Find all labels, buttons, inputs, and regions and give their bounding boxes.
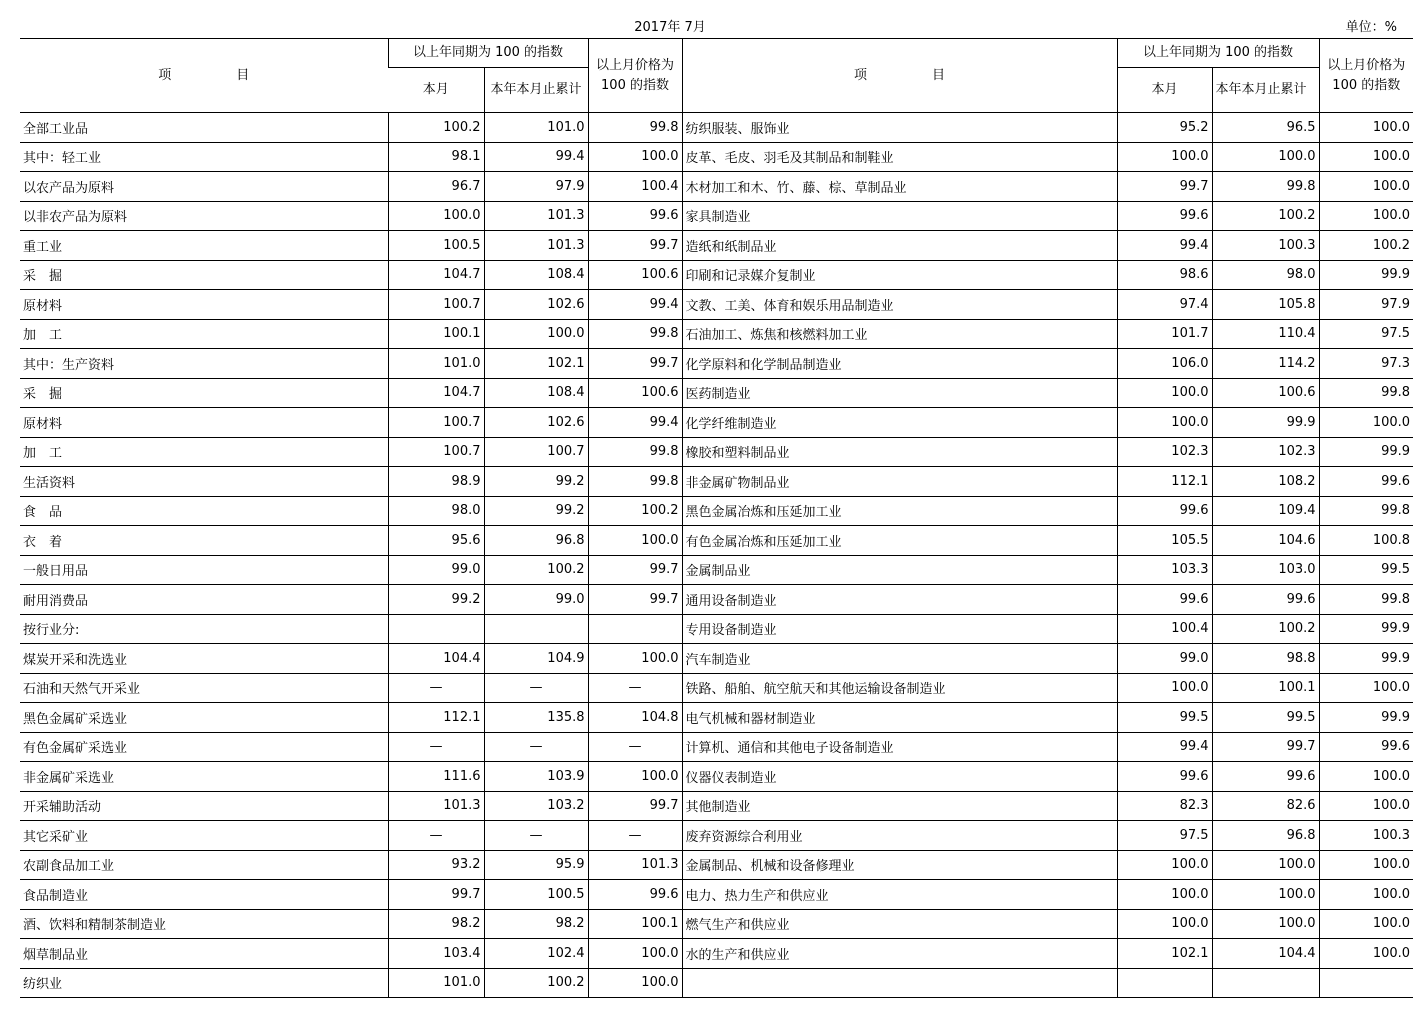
this-month-left: 111.6 — [388, 762, 484, 792]
ytd-right: 96.8 — [1212, 821, 1319, 851]
row-label-right: 印刷和记录媒介复制业 — [682, 260, 1117, 290]
this-month-right: 102.3 — [1117, 437, 1212, 467]
table-row — [20, 614, 1413, 644]
ytd-right: 99.6 — [1212, 762, 1319, 792]
mom-left: 100.0 — [588, 142, 682, 172]
ytd-right: 98.0 — [1212, 260, 1319, 290]
row-label-left: 其中：轻工业 — [20, 142, 388, 172]
mom-right: 99.9 — [1319, 614, 1413, 644]
mom-right: 100.3 — [1319, 821, 1413, 851]
this-month-right: 98.6 — [1117, 260, 1212, 290]
row-label-right: 计算机、通信和其他电子设备制造业 — [682, 732, 1117, 762]
this-month-left: 99.0 — [388, 555, 484, 585]
mom-right: 100.2 — [1319, 231, 1413, 261]
table-body — [20, 113, 1413, 998]
table-row — [20, 762, 1413, 792]
table-row — [20, 821, 1413, 851]
row-label-right: 专用设备制造业 — [682, 614, 1117, 644]
ytd-right: 100.0 — [1212, 909, 1319, 939]
this-month-right: 100.0 — [1117, 850, 1212, 880]
mom-right: 100.0 — [1319, 142, 1413, 172]
ytd-right: 114.2 — [1212, 349, 1319, 379]
this-month-left: 104.7 — [388, 260, 484, 290]
mom-right: 97.3 — [1319, 349, 1413, 379]
table-row — [20, 496, 1413, 526]
mom-right: 99.6 — [1319, 467, 1413, 497]
header-mom-right: 以上月价格为 100 的指数 — [1319, 39, 1413, 113]
ytd-left: 97.9 — [484, 172, 588, 202]
this-month-right: 99.4 — [1117, 231, 1212, 261]
table-row — [20, 467, 1413, 497]
mom-right: 100.0 — [1319, 850, 1413, 880]
row-label-right: 文教、工美、体育和娱乐用品制造业 — [682, 290, 1117, 320]
row-label-right: 仪器仪表制造业 — [682, 762, 1117, 792]
row-label-left: 一般日用品 — [20, 555, 388, 585]
mom-right: 97.9 — [1319, 290, 1413, 320]
ytd-right: 100.0 — [1212, 142, 1319, 172]
this-month-right: 99.4 — [1117, 732, 1212, 762]
mom-left: 99.4 — [588, 290, 682, 320]
row-label-left: 生活资料 — [20, 467, 388, 497]
row-label-right: 金属制品、机械和设备修理业 — [682, 850, 1117, 880]
table-row — [20, 791, 1413, 821]
mom-right: 100.0 — [1319, 939, 1413, 969]
row-label-right: 非金属矿物制品业 — [682, 467, 1117, 497]
ytd-left: 101.3 — [484, 231, 588, 261]
row-label-right: 化学原料和化学制品制造业 — [682, 349, 1117, 379]
this-month-right: 82.3 — [1117, 791, 1212, 821]
row-label-left: 加 工 — [20, 319, 388, 349]
mom-left: 100.0 — [588, 644, 682, 674]
row-label-right: 化学纤维制造业 — [682, 408, 1117, 438]
mom-left: 99.8 — [588, 113, 682, 143]
table-row — [20, 201, 1413, 231]
ytd-left: 100.5 — [484, 880, 588, 910]
row-label-left: 酒、饮料和精制茶制造业 — [20, 909, 388, 939]
ytd-left: 108.4 — [484, 260, 588, 290]
mom-right: 100.0 — [1319, 880, 1413, 910]
this-month-right: 100.0 — [1117, 880, 1212, 910]
ytd-left: 101.3 — [484, 201, 588, 231]
this-month-right: 97.4 — [1117, 290, 1212, 320]
ytd-left: 101.0 — [484, 113, 588, 143]
this-month-right: 99.6 — [1117, 201, 1212, 231]
mom-left: 99.7 — [588, 585, 682, 615]
this-month-left: 93.2 — [388, 850, 484, 880]
mom-right: 99.8 — [1319, 585, 1413, 615]
row-label-left: 耐用消费品 — [20, 585, 388, 615]
mom-right: 99.9 — [1319, 644, 1413, 674]
mom-left — [588, 614, 682, 644]
row-label-left: 纺织业 — [20, 968, 388, 998]
this-month-left: 95.6 — [388, 526, 484, 556]
ytd-right: 99.6 — [1212, 585, 1319, 615]
this-month-right: 99.7 — [1117, 172, 1212, 202]
ytd-left: 104.9 — [484, 644, 588, 674]
ytd-right: 100.3 — [1212, 231, 1319, 261]
ytd-right: 110.4 — [1212, 319, 1319, 349]
header-ytd-left: 本年本月止累计 — [484, 68, 588, 113]
mom-left: 99.8 — [588, 319, 682, 349]
ytd-right: 82.6 — [1212, 791, 1319, 821]
row-label-right: 燃气生产和供应业 — [682, 909, 1117, 939]
row-label-right: 造纸和纸制品业 — [682, 231, 1117, 261]
mom-right: 100.0 — [1319, 408, 1413, 438]
header-yoy-left: 以上年同期为 100 的指数 — [388, 39, 588, 68]
price-index-table — [20, 38, 1413, 998]
this-month-right: 106.0 — [1117, 349, 1212, 379]
row-label-left: 开采辅助活动 — [20, 791, 388, 821]
this-month-right: 97.5 — [1117, 821, 1212, 851]
ytd-right — [1212, 968, 1319, 998]
row-label-left: 非金属矿采选业 — [20, 762, 388, 792]
this-month-left: 99.7 — [388, 880, 484, 910]
row-label-left: 食品制造业 — [20, 880, 388, 910]
ytd-left: 100.2 — [484, 968, 588, 998]
this-month-left: 104.7 — [388, 378, 484, 408]
mom-left: 99.7 — [588, 231, 682, 261]
this-month-left: — — [388, 821, 484, 851]
row-label-right: 金属制品业 — [682, 555, 1117, 585]
ytd-right: 99.7 — [1212, 732, 1319, 762]
ytd-left: 108.4 — [484, 378, 588, 408]
table-row — [20, 880, 1413, 910]
ytd-left: — — [484, 821, 588, 851]
row-label-left: 采 掘 — [20, 260, 388, 290]
mom-right: 97.5 — [1319, 319, 1413, 349]
ytd-left: 103.2 — [484, 791, 588, 821]
table-row — [20, 437, 1413, 467]
mom-right: 100.0 — [1319, 673, 1413, 703]
this-month-left: 104.4 — [388, 644, 484, 674]
ytd-left — [484, 614, 588, 644]
ytd-left: 98.2 — [484, 909, 588, 939]
row-label-right: 铁路、船舶、航空航天和其他运输设备制造业 — [682, 673, 1117, 703]
row-label-left: 重工业 — [20, 231, 388, 261]
table-row — [20, 850, 1413, 880]
row-label-left: 有色金属矿采选业 — [20, 732, 388, 762]
table-row — [20, 939, 1413, 969]
row-label-right: 电力、热力生产和供应业 — [682, 880, 1117, 910]
row-label-left: 全部工业品 — [20, 113, 388, 143]
mom-right: 100.8 — [1319, 526, 1413, 556]
table-row — [20, 113, 1413, 143]
mom-right: 100.0 — [1319, 172, 1413, 202]
mom-left: 99.4 — [588, 408, 682, 438]
mom-right: 100.0 — [1319, 909, 1413, 939]
row-label-right: 汽车制造业 — [682, 644, 1117, 674]
mom-left: 100.6 — [588, 260, 682, 290]
this-month-left: 101.0 — [388, 968, 484, 998]
row-label-right — [682, 968, 1117, 998]
this-month-left — [388, 614, 484, 644]
this-month-left: 100.5 — [388, 231, 484, 261]
this-month-right — [1117, 968, 1212, 998]
this-month-left: 99.2 — [388, 585, 484, 615]
this-month-left: 103.4 — [388, 939, 484, 969]
row-label-left: 黑色金属矿采选业 — [20, 703, 388, 733]
ytd-right: 109.4 — [1212, 496, 1319, 526]
ytd-right: 100.6 — [1212, 378, 1319, 408]
mom-right: 100.0 — [1319, 113, 1413, 143]
ytd-left: — — [484, 673, 588, 703]
this-month-left: 98.9 — [388, 467, 484, 497]
ytd-left: 100.0 — [484, 319, 588, 349]
this-month-left: 101.3 — [388, 791, 484, 821]
header-ytd-right: 本年本月止累计 — [1212, 68, 1319, 113]
header-item-left: 项 目 — [20, 39, 388, 113]
table-row — [20, 319, 1413, 349]
row-label-right: 石油加工、炼焦和核燃料加工业 — [682, 319, 1117, 349]
table-date: 2017年 7月 — [634, 20, 706, 35]
mom-left: 100.2 — [588, 496, 682, 526]
this-month-right: 100.0 — [1117, 909, 1212, 939]
this-month-right: 103.3 — [1117, 555, 1212, 585]
mom-left: 100.0 — [588, 526, 682, 556]
mom-left: 99.6 — [588, 201, 682, 231]
table-row — [20, 555, 1413, 585]
row-label-left: 烟草制品业 — [20, 939, 388, 969]
this-month-right: 95.2 — [1117, 113, 1212, 143]
this-month-right: 101.7 — [1117, 319, 1212, 349]
this-month-right: 112.1 — [1117, 467, 1212, 497]
ytd-left: 99.2 — [484, 467, 588, 497]
this-month-left: — — [388, 732, 484, 762]
mom-right: 99.8 — [1319, 378, 1413, 408]
mom-right: 99.6 — [1319, 732, 1413, 762]
table-row — [20, 673, 1413, 703]
row-label-left: 其中：生产资料 — [20, 349, 388, 379]
this-month-right: 100.0 — [1117, 378, 1212, 408]
row-label-right: 其他制造业 — [682, 791, 1117, 821]
row-label-left: 采 掘 — [20, 378, 388, 408]
mom-left: 101.3 — [588, 850, 682, 880]
row-label-left: 按行业分: — [20, 614, 388, 644]
row-label-left: 衣 着 — [20, 526, 388, 556]
row-label-right: 废弃资源综合利用业 — [682, 821, 1117, 851]
row-label-left: 石油和天然气开采业 — [20, 673, 388, 703]
table-unit: 单位：% — [1345, 20, 1397, 35]
this-month-right: 99.5 — [1117, 703, 1212, 733]
mom-right: 99.9 — [1319, 260, 1413, 290]
table-row — [20, 408, 1413, 438]
this-month-right: 100.4 — [1117, 614, 1212, 644]
row-label-left: 煤炭开采和洗选业 — [20, 644, 388, 674]
this-month-right: 100.0 — [1117, 408, 1212, 438]
table-row — [20, 290, 1413, 320]
ytd-right: 99.5 — [1212, 703, 1319, 733]
table-row — [20, 968, 1413, 998]
ytd-right: 100.0 — [1212, 880, 1319, 910]
row-label-left: 原材料 — [20, 408, 388, 438]
ytd-right: 98.8 — [1212, 644, 1319, 674]
this-month-left: 100.2 — [388, 113, 484, 143]
mom-left: 100.0 — [588, 968, 682, 998]
row-label-right: 医药制造业 — [682, 378, 1117, 408]
mom-right: 99.8 — [1319, 496, 1413, 526]
this-month-left: 100.1 — [388, 319, 484, 349]
table-row — [20, 349, 1413, 379]
header-this-month-right: 本月 — [1117, 68, 1212, 113]
table-row — [20, 378, 1413, 408]
this-month-right: 99.6 — [1117, 585, 1212, 615]
row-label-left: 原材料 — [20, 290, 388, 320]
this-month-right: 99.6 — [1117, 496, 1212, 526]
table-row — [20, 142, 1413, 172]
mom-left: 100.0 — [588, 939, 682, 969]
row-label-right: 橡胶和塑料制品业 — [682, 437, 1117, 467]
this-month-left: 112.1 — [388, 703, 484, 733]
table-row — [20, 526, 1413, 556]
this-month-left: 100.0 — [388, 201, 484, 231]
header-yoy-right: 以上年同期为 100 的指数 — [1117, 39, 1319, 68]
table-row — [20, 732, 1413, 762]
mom-left: 99.6 — [588, 880, 682, 910]
row-label-left: 以非农产品为原料 — [20, 201, 388, 231]
ytd-left: 96.8 — [484, 526, 588, 556]
mom-right — [1319, 968, 1413, 998]
header-item-right: 项 目 — [682, 39, 1117, 113]
ytd-left: 102.6 — [484, 290, 588, 320]
mom-right: 99.5 — [1319, 555, 1413, 585]
this-month-left: 100.7 — [388, 437, 484, 467]
table-row — [20, 260, 1413, 290]
mom-right: 100.0 — [1319, 762, 1413, 792]
ytd-right: 105.8 — [1212, 290, 1319, 320]
mom-left: 99.8 — [588, 467, 682, 497]
this-month-left: 101.0 — [388, 349, 484, 379]
this-month-right: 100.0 — [1117, 142, 1212, 172]
header-this-month-left: 本月 — [388, 68, 484, 113]
this-month-left: 98.0 — [388, 496, 484, 526]
row-label-right: 通用设备制造业 — [682, 585, 1117, 615]
ytd-left: — — [484, 732, 588, 762]
ytd-left: 99.0 — [484, 585, 588, 615]
mom-left: 99.7 — [588, 791, 682, 821]
ytd-right: 102.3 — [1212, 437, 1319, 467]
this-month-left: 96.7 — [388, 172, 484, 202]
ytd-right: 100.2 — [1212, 201, 1319, 231]
mom-left: 99.8 — [588, 437, 682, 467]
row-label-right: 黑色金属冶炼和压延加工业 — [682, 496, 1117, 526]
ytd-left: 102.1 — [484, 349, 588, 379]
mom-left: — — [588, 821, 682, 851]
row-label-right: 皮革、毛皮、羽毛及其制品和制鞋业 — [682, 142, 1117, 172]
ytd-left: 103.9 — [484, 762, 588, 792]
ytd-right: 103.0 — [1212, 555, 1319, 585]
ytd-left: 100.2 — [484, 555, 588, 585]
this-month-right: 99.0 — [1117, 644, 1212, 674]
row-label-left: 以农产品为原料 — [20, 172, 388, 202]
table-row — [20, 172, 1413, 202]
this-month-left: 100.7 — [388, 290, 484, 320]
mom-right: 99.9 — [1319, 437, 1413, 467]
mom-left: — — [588, 673, 682, 703]
ytd-right: 100.2 — [1212, 614, 1319, 644]
mom-left: 99.7 — [588, 555, 682, 585]
ytd-right: 100.1 — [1212, 673, 1319, 703]
this-month-left: 100.7 — [388, 408, 484, 438]
mom-right: 99.9 — [1319, 703, 1413, 733]
this-month-right: 99.6 — [1117, 762, 1212, 792]
row-label-left: 农副食品加工业 — [20, 850, 388, 880]
row-label-right: 有色金属冶炼和压延加工业 — [682, 526, 1117, 556]
row-label-right: 木材加工和木、竹、藤、棕、草制品业 — [682, 172, 1117, 202]
row-label-right: 家具制造业 — [682, 201, 1117, 231]
table-row — [20, 231, 1413, 261]
row-label-left: 其它采矿业 — [20, 821, 388, 851]
ytd-left: 102.4 — [484, 939, 588, 969]
ytd-left: 99.4 — [484, 142, 588, 172]
table-row — [20, 703, 1413, 733]
table-row — [20, 585, 1413, 615]
mom-left: 99.7 — [588, 349, 682, 379]
table-row — [20, 644, 1413, 674]
mom-right: 100.0 — [1319, 791, 1413, 821]
ytd-left: 100.7 — [484, 437, 588, 467]
mom-left: 100.4 — [588, 172, 682, 202]
mom-left: 100.1 — [588, 909, 682, 939]
this-month-right: 105.5 — [1117, 526, 1212, 556]
ytd-right: 96.5 — [1212, 113, 1319, 143]
ytd-right: 99.8 — [1212, 172, 1319, 202]
ytd-right: 104.6 — [1212, 526, 1319, 556]
ytd-right: 108.2 — [1212, 467, 1319, 497]
mom-left: — — [588, 732, 682, 762]
row-label-right: 电气机械和器材制造业 — [682, 703, 1117, 733]
header-mom-left: 以上月价格为 100 的指数 — [588, 39, 682, 113]
ytd-left: 102.6 — [484, 408, 588, 438]
ytd-right: 100.0 — [1212, 850, 1319, 880]
this-month-right: 100.0 — [1117, 673, 1212, 703]
ytd-left: 135.8 — [484, 703, 588, 733]
table-row — [20, 909, 1413, 939]
ytd-left: 99.2 — [484, 496, 588, 526]
ytd-right: 104.4 — [1212, 939, 1319, 969]
mom-left: 104.8 — [588, 703, 682, 733]
this-month-left: 98.2 — [388, 909, 484, 939]
row-label-right: 水的生产和供应业 — [682, 939, 1117, 969]
mom-left: 100.0 — [588, 762, 682, 792]
row-label-left: 加 工 — [20, 437, 388, 467]
this-month-right: 102.1 — [1117, 939, 1212, 969]
ytd-right: 99.9 — [1212, 408, 1319, 438]
mom-right: 100.0 — [1319, 201, 1413, 231]
this-month-left: 98.1 — [388, 142, 484, 172]
ytd-left: 95.9 — [484, 850, 588, 880]
mom-left: 100.6 — [588, 378, 682, 408]
this-month-left: — — [388, 673, 484, 703]
row-label-right: 纺织服装、服饰业 — [682, 113, 1117, 143]
row-label-left: 食 品 — [20, 496, 388, 526]
